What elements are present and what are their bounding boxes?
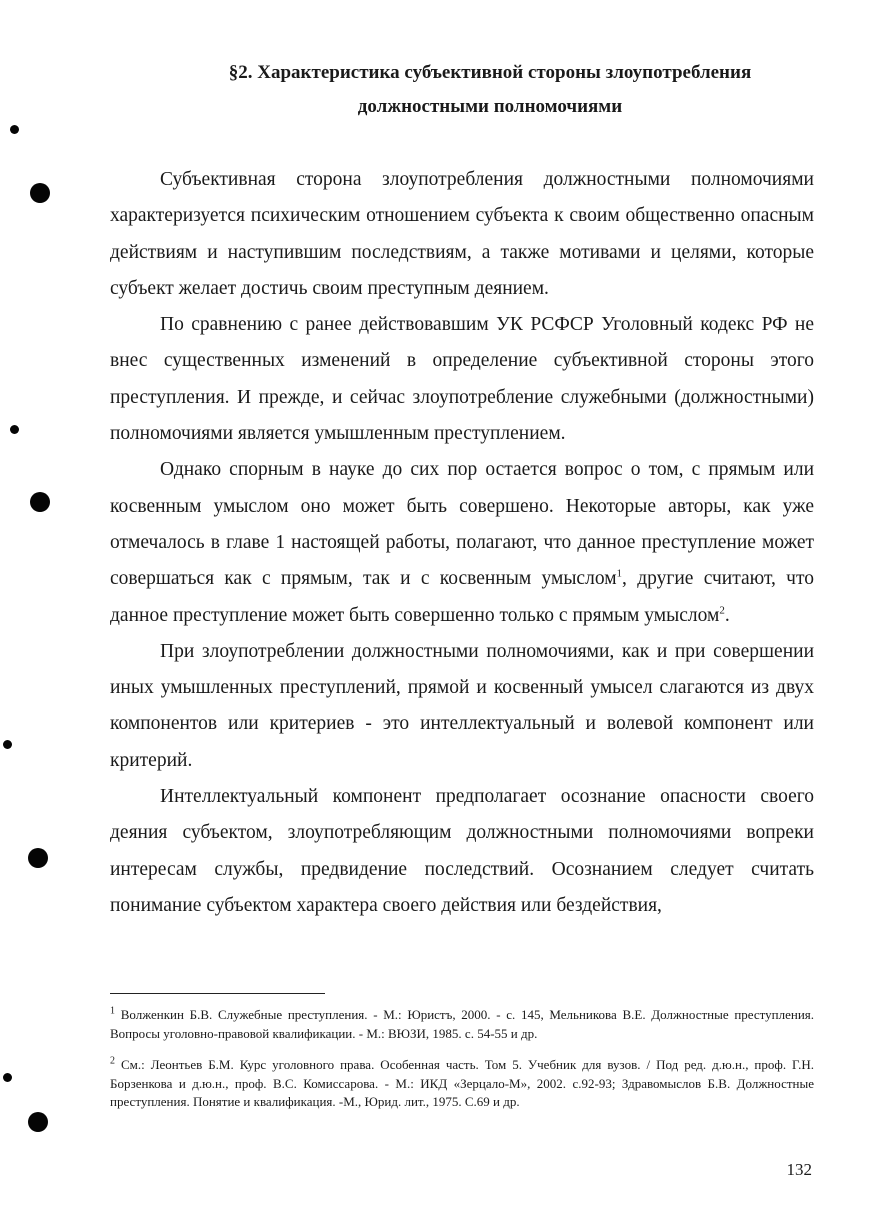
footnote-ref-2[interactable]: 2 bbox=[719, 604, 725, 617]
footnote-ref-1[interactable]: 1 bbox=[616, 567, 623, 580]
footnote-2-text: См.: Леонтьев Б.М. Курс уголовного права. Особенная часть. Том 5. Учебник для вузов. / Под ред. д.ю.н., проф. Г.Н. Борзенкова и д.ю.н., проф. В.С. Комиссарова. - М.: ИКД «Зерцало-М», 2002. с.92-93; Здравомыслов Б.В. Должностные преступления. Понятие и квалификация. -М., Юрид. лит., 1975. С.69 и др. bbox=[110, 1057, 814, 1109]
punch-hole-mark bbox=[3, 1073, 12, 1082]
paragraph-2: По сравнению с ранее действовавшим УК РСФСР Уголовный кодекс РФ не внес существенных изменений в определение субъективной стороны этого преступления. И прежде, и сейчас злоупотребление служебными (должностными) полномочиями является умышленным преступлением. bbox=[110, 314, 814, 445]
punch-hole-mark bbox=[3, 740, 12, 749]
section-heading-line-2: должностными полномочиями bbox=[357, 96, 623, 117]
punch-hole-mark bbox=[30, 183, 50, 203]
punch-hole-mark bbox=[28, 1112, 48, 1132]
punch-hole-mark bbox=[10, 125, 19, 134]
footnote-2 bbox=[110, 1056, 814, 1112]
footnote-1-mark: 1 bbox=[110, 1005, 115, 1017]
footnote-1-text: Волженкин Б.В. Служебные преступления. - М.: Юристъ, 2000. - с. 145, Мельникова В.Е. Должностные преступления. Вопросы уголовно-правовой квалификации. - М.: ВЮЗИ, 1985. с. 54-55 и др. bbox=[110, 1007, 815, 1041]
body-text bbox=[110, 162, 814, 924]
paragraph-4: При злоупотреблении должностными полномочиями, как и при совершении иных умышленных преступлений, прямой и косвенный умысел слагаются из двух компонентов или критериев - это интеллектуальный и волевой компонент или критерий. bbox=[110, 640, 814, 771]
punch-hole-mark bbox=[10, 425, 19, 434]
paragraph-3-text-c: . bbox=[724, 604, 730, 626]
paragraph-3-text-a: Однако спорным в науке до сих пор остается вопрос о том, с прямым или косвенным умыслом оно может быть совершено. Некоторые авторы, как уже отмечалось в главе 1 настоящей работы, полагают, что данное преступление может совершаться как с прямым, так и с косвенным умыслом bbox=[110, 459, 814, 590]
paragraph-5: Интеллектуальный компонент предполагает осознание опасности своего деяния субъектом, злоупотребляющим должностными полномочиями вопреки интересам службы, предвидение последствий. Осознанием следует считать понимание субъектом характера своего действия или бездействия, bbox=[110, 786, 814, 916]
page-number: 132 bbox=[786, 1160, 812, 1179]
footnote-2-mark: 2 bbox=[110, 1055, 115, 1067]
paragraph-3-text-b: , другие считают, что данное преступление может быть совершенно только с прямым умыслом bbox=[110, 568, 814, 626]
paragraph-3 bbox=[110, 452, 814, 633]
section-heading-line-1: §2. Характеристика субъективной стороны злоупотребления bbox=[228, 62, 752, 83]
punch-hole-mark bbox=[30, 492, 50, 512]
punch-hole-mark bbox=[28, 848, 48, 868]
footnote-separator bbox=[110, 993, 325, 994]
footnote-1 bbox=[110, 1006, 814, 1043]
paragraph-1: Субъективная сторона злоупотребления должностными полномочиями характеризуется психическим отношением субъекта к своим общественно опасным действиям и наступившим последствиям, а также мотивами и целями, которые субъект желает достичь своим преступным деянием. bbox=[110, 169, 814, 299]
